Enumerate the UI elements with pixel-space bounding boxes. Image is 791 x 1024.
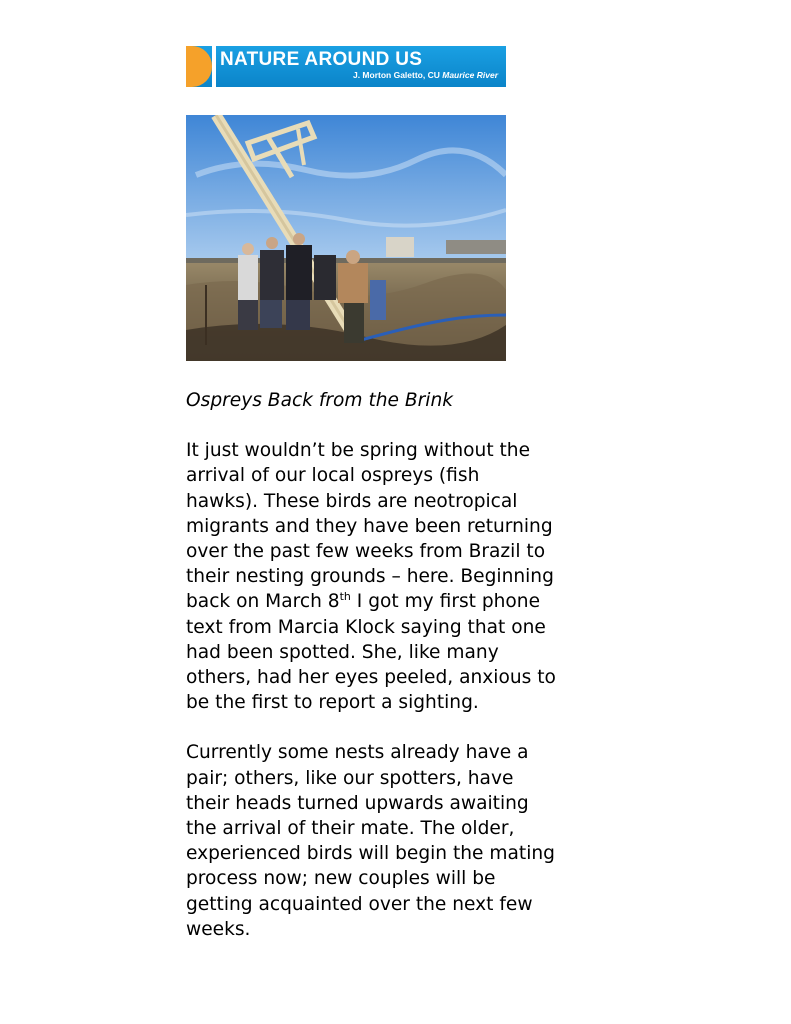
banner-title: NATURE AROUND US bbox=[220, 49, 423, 70]
paragraph-line: migrants and they have been returning bbox=[186, 515, 553, 537]
column-banner bbox=[186, 46, 506, 87]
banner-author: J. Morton Galetto, CU bbox=[352, 70, 440, 80]
paragraph-line: their nesting grounds – here. Beginning bbox=[186, 566, 554, 588]
paragraph-line: experienced birds will begin the mating bbox=[186, 843, 555, 865]
paragraph-line: be the first to report a sighting. bbox=[186, 692, 479, 714]
line-text: I got my first phone bbox=[350, 591, 541, 613]
banner-organization: Maurice River bbox=[442, 70, 498, 80]
banner-tab-gap bbox=[212, 46, 216, 87]
banner-byline bbox=[353, 70, 498, 80]
paragraph-line: process now; new couples will be bbox=[186, 868, 496, 890]
distant-building bbox=[386, 237, 414, 257]
article bbox=[186, 388, 616, 967]
paragraph-line: hawks). These birds are neotropical bbox=[186, 490, 518, 512]
paragraph-line: text from Marcia Klock saying that one bbox=[186, 616, 546, 638]
paragraph-line: others, had her eyes peeled, anxious to bbox=[186, 667, 556, 689]
paragraph-line: their heads turned upwards awaiting bbox=[186, 792, 529, 814]
paragraph-line: arrival of our local ospreys (fish bbox=[186, 465, 480, 487]
paragraph-2 bbox=[186, 740, 616, 942]
paragraph-line: pair; others, like our spotters, have bbox=[186, 767, 514, 789]
osprey-platform-photo bbox=[186, 115, 506, 361]
paragraph-line: weeks. bbox=[186, 918, 251, 940]
paragraph-line: getting acquainted over the next few bbox=[186, 893, 533, 915]
paragraph-line: Currently some nests already have a bbox=[186, 742, 529, 764]
banner-orange-tab bbox=[186, 46, 212, 87]
ordinal-suffix: th bbox=[339, 590, 351, 604]
paragraph-1 bbox=[186, 438, 616, 715]
paragraph-line bbox=[186, 589, 616, 614]
line-text: back on March 8 bbox=[186, 591, 340, 613]
paragraph-line: the arrival of their mate. The older, bbox=[186, 818, 515, 840]
article-headline: Ospreys Back from the Brink bbox=[186, 390, 453, 411]
paragraph-line: over the past few weeks from Brazil to bbox=[186, 541, 546, 563]
paragraph-line: It just wouldn’t be spring without the bbox=[186, 440, 531, 462]
paragraph-line: had been spotted. She, like many bbox=[186, 641, 499, 663]
